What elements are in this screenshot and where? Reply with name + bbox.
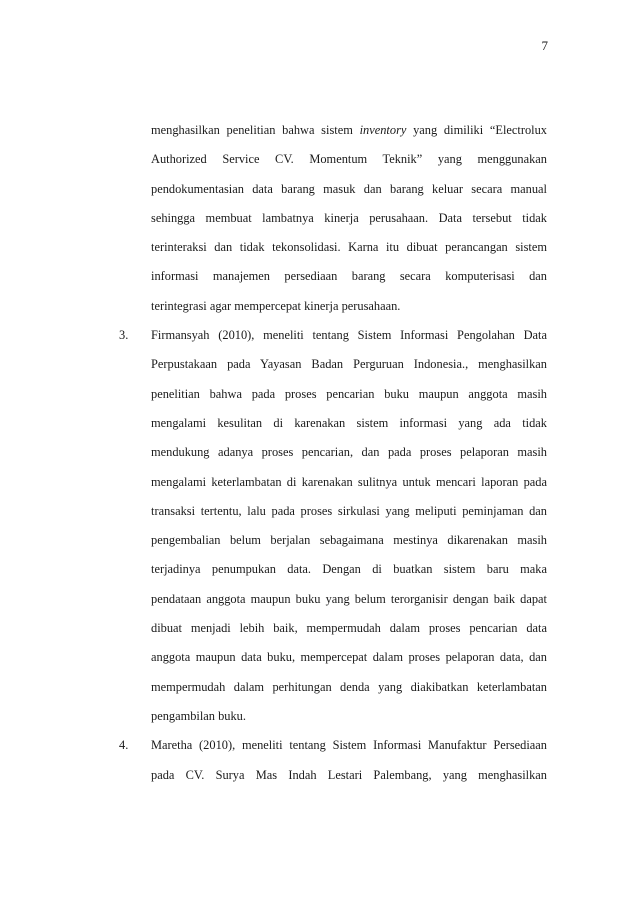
paragraph-line: mengalami keterlambatan di karenakan sulitnya untuk mencari laporan pada [151,474,547,489]
paragraph-line: Firmansyah (2010), meneliti tentang Sistem Informasi Pengolahan Data [151,328,547,343]
text-segment: menghasilkan penelitian bahwa sistem [151,123,360,137]
paragraph-line: Maretha (2010), meneliti tentang Sistem Informasi Manufaktur Persediaan [151,738,547,753]
paragraph-line: anggota maupun data buku, mempercepat dalam proses pelaporan data, dan [151,650,547,665]
text-segment: yang dimiliki “Electrolux [406,123,547,137]
list-number: 4. [119,738,129,753]
paragraph-line: informasi manajemen persediaan barang secara komputerisasi dan [151,269,547,284]
paragraph-line: mempermudah dalam perhitungan denda yang diakibatkan keterlambatan [151,679,547,694]
paragraph-line: pada CV. Surya Mas Indah Lestari Palembang, yang menghasilkan [151,767,547,782]
paragraph-line: Authorized Service CV. Momentum Teknik” yang menggunakan [151,152,547,167]
paragraph-line: penelitian bahwa pada proses pencarian buku maupun anggota masih [151,386,547,401]
paragraph-line [119,116,547,145]
paragraph-line: dibuat menjadi lebih baik, mempermudah dalam proses pencarian data [151,621,547,636]
paragraph-line: terintegrasi agar mempercepat kinerja perusahaan. [151,298,401,313]
paragraph-line: mendukung adanya proses pencarian, dan pada proses pelaporan masih [151,445,547,460]
paragraph-line: mengalami kesulitan di karenakan sistem informasi yang ada tidak [151,415,547,430]
paragraph-line: pengembalian belum berjalan sebagaimana mestinya dikarenakan masih [151,533,547,548]
list-item-3-first-line [119,321,547,350]
paragraph-line: pendokumentasian data barang masuk dan barang keluar secara manual [151,181,547,196]
paragraph-line: terjadinya penumpukan data. Dengan di buatkan sistem baru maka [151,562,547,577]
paragraph-line: sehingga membuat lambatnya kinerja perusahaan. Data tersebut tidak [151,210,547,225]
paragraph-line: terinteraksi dan tidak tekonsolidasi. Karna itu dibuat perancangan sistem [151,240,547,255]
italic-term: inventory [359,123,407,137]
page-body [119,116,547,790]
paragraph-line: Perpustakaan pada Yayasan Badan Perguruan Indonesia., menghasilkan [151,357,547,372]
paragraph-line: transaksi tertentu, lalu pada proses sirkulasi yang meliputi peminjaman dan [151,503,547,518]
paragraph-line: pengambilan buku. [151,708,246,723]
paragraph-line: pendataan anggota maupun buku yang belum terorganisir dengan baik dapat [151,591,547,606]
list-number: 3. [119,328,129,343]
page-number: 7 [541,38,548,53]
list-item-4-first-line [119,731,547,760]
